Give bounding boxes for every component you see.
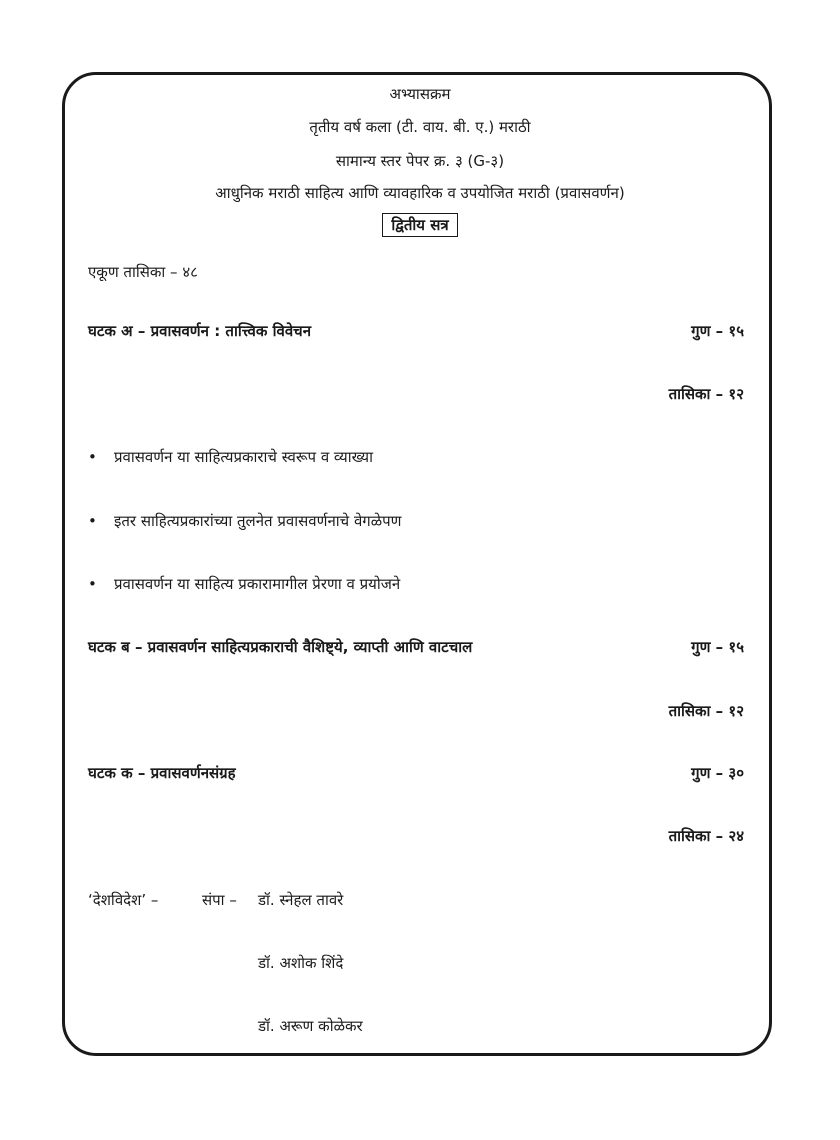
total-periods: एकूण तासिका – ४८ bbox=[88, 263, 198, 281]
course-title: तृतीय वर्ष कला (टी. वाय. बी. ए.) मराठी bbox=[309, 118, 531, 136]
list-item bbox=[88, 511, 402, 531]
editor-label: संपा – bbox=[202, 891, 237, 909]
editor-name: डॉ. अरूण कोळेकर bbox=[258, 1017, 363, 1035]
list-item bbox=[88, 574, 400, 594]
bullet-icon: • bbox=[88, 448, 97, 466]
syllabus-heading: अभ्यासक्रम bbox=[389, 85, 451, 103]
paper-number: सामान्य स्तर पेपर क्र. ३ (G-३) bbox=[335, 152, 505, 170]
unit-b-title: घटक ब – प्रवासवर्णन साहित्यप्रकाराची वैशिष्ट्ये, व्याप्ती आणि वाटचाल bbox=[88, 638, 473, 656]
list-item-text: प्रवासवर्णन या साहित्य प्रकारामागील प्रेरणा व प्रयोजने bbox=[114, 575, 401, 593]
unit-b-marks: गुण – १५ bbox=[691, 638, 744, 656]
unit-c-marks: गुण – ३० bbox=[691, 764, 744, 782]
unit-a-title: घटक अ – प्रवासवर्णन : तात्त्विक विवेचन bbox=[88, 322, 312, 340]
unit-a-marks: गुण – १५ bbox=[691, 322, 744, 340]
list-item-text: प्रवासवर्णन या साहित्यप्रकाराचे स्वरूप व व्याख्या bbox=[114, 448, 374, 466]
unit-c-periods: तासिका – २४ bbox=[668, 827, 744, 845]
unit-b-periods: तासिका – १२ bbox=[668, 702, 744, 720]
unit-a-periods: तासिका – १२ bbox=[668, 385, 744, 403]
editor-name: डॉ. अशोक शिंदे bbox=[258, 954, 344, 972]
list-item bbox=[88, 447, 373, 467]
bullet-icon: • bbox=[88, 512, 97, 530]
unit-c-title: घटक क – प्रवासवर्णनसंग्रह bbox=[88, 764, 236, 782]
paper-title: आधुनिक मराठी साहित्य आणि व्यावहारिक व उपयोजित मराठी (प्रवासवर्णन) bbox=[215, 184, 625, 202]
semester-box-wrap bbox=[0, 213, 840, 237]
bullet-icon: • bbox=[88, 575, 97, 593]
book-title: ‘देशविदेश’ – bbox=[88, 891, 159, 909]
semester-label: द्वितीय सत्र bbox=[382, 213, 457, 237]
editor-name: डॉ. स्नेहल तावरे bbox=[258, 891, 344, 909]
list-item-text: इतर साहित्यप्रकारांच्या तुलनेत प्रवासवर्णनाचे वेगळेपण bbox=[114, 512, 402, 530]
